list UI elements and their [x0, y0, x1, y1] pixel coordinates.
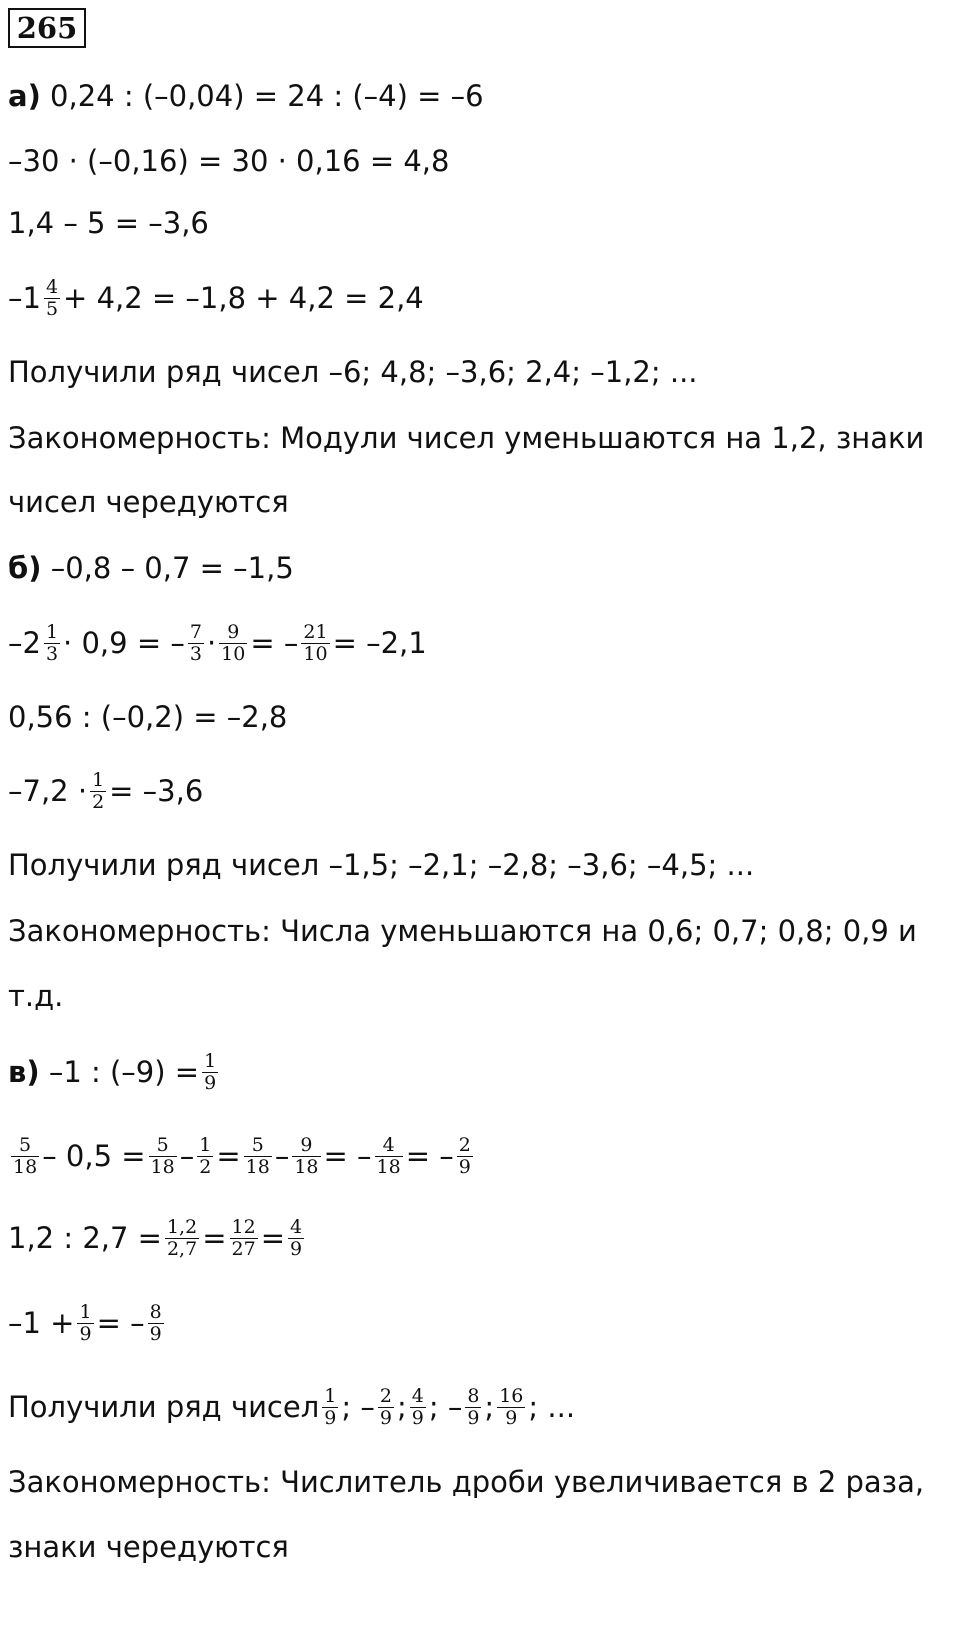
text: –2 [8, 626, 41, 660]
numerator: 21 [303, 620, 328, 643]
part-c-label: в) [8, 1055, 40, 1089]
text: – 0,5 = [42, 1139, 146, 1173]
fraction [378, 1386, 394, 1429]
fraction [219, 622, 247, 665]
fraction [465, 1386, 481, 1429]
numerator: 1 [45, 620, 59, 643]
part-b-line-3 [8, 687, 287, 747]
part-c-line-2 [8, 1126, 476, 1186]
text: –1 : (–9) = [39, 1055, 200, 1089]
text: –7,2 · [8, 774, 88, 808]
text: ; – [428, 1390, 463, 1424]
fraction [11, 1135, 39, 1178]
numerator: 1 [199, 1133, 212, 1156]
numerator: 1 [324, 1384, 337, 1407]
text: –0,8 – 0,7 = –1,5 [41, 551, 294, 585]
task-number: 265 [8, 8, 86, 48]
text: чисел чередуются [8, 485, 289, 519]
numerator: 9 [300, 1133, 313, 1156]
text: = – [323, 1139, 372, 1173]
fraction [149, 1135, 177, 1178]
text: = – [96, 1306, 145, 1340]
part-a-label: а) [8, 79, 41, 113]
numerator: 2 [379, 1384, 392, 1407]
numerator: 4 [411, 1384, 424, 1407]
denominator: 27 [231, 1237, 256, 1260]
text: ; [484, 1390, 495, 1424]
fraction [197, 1135, 213, 1178]
numerator: 16 [499, 1384, 524, 1407]
fraction [322, 1386, 338, 1429]
fraction [165, 1217, 199, 1260]
denominator: 18 [376, 1155, 401, 1178]
denominator: 18 [150, 1155, 175, 1178]
fraction [230, 1217, 258, 1260]
text: 1,4 – 5 = –3,6 [8, 206, 209, 240]
text: = –3,6 [109, 774, 204, 808]
text: = [216, 1139, 241, 1173]
denominator: 9 [324, 1406, 337, 1429]
part-a-line-2 [8, 131, 449, 191]
text: Получили ряд чисел –6; 4,8; –3,6; 2,4; –1,2; ... [8, 355, 698, 389]
numerator: 8 [467, 1384, 480, 1407]
denominator: 2 [92, 790, 105, 813]
numerator: 1 [92, 768, 105, 791]
part-a-line-1 [8, 66, 484, 126]
text: – [274, 1139, 290, 1173]
fraction [288, 1217, 304, 1260]
text: Закономерность: Числитель дроби увеличивается в 2 раза, [8, 1465, 925, 1499]
denominator: 5 [45, 297, 59, 320]
denominator: 18 [245, 1155, 270, 1178]
part-b-line-1 [8, 538, 294, 598]
denominator: 9 [379, 1406, 392, 1429]
denominator: 10 [221, 642, 246, 665]
part-b-line-2 [8, 613, 427, 673]
denominator: 9 [467, 1406, 480, 1429]
denominator: 9 [505, 1406, 518, 1429]
text: · 0,9 = – [63, 626, 185, 660]
fraction [244, 1135, 272, 1178]
denominator: 2 [199, 1155, 212, 1178]
numerator: 4 [290, 1215, 303, 1238]
fraction [292, 1135, 320, 1178]
text: = –2,1 [332, 626, 427, 660]
part-c-line-4 [8, 1293, 167, 1353]
text: = – [250, 626, 299, 660]
text: = – [405, 1139, 454, 1173]
fraction [148, 1302, 164, 1345]
numerator: 8 [149, 1300, 162, 1323]
fraction [457, 1135, 473, 1178]
text: Получили ряд чисел –1,5; –2,1; –2,8; –3,6; –4,5; ... [8, 848, 755, 882]
denominator: 9 [458, 1155, 471, 1178]
fraction [497, 1386, 525, 1429]
text: – [179, 1139, 195, 1173]
denominator: 9 [79, 1322, 92, 1345]
denominator: 18 [13, 1155, 38, 1178]
numerator: 1 [79, 1300, 92, 1323]
part-a-line-7 [8, 472, 289, 532]
denominator: 10 [303, 642, 328, 665]
text: + 4,2 = –1,8 + 4,2 = 2,4 [63, 281, 424, 315]
denominator: 3 [45, 642, 59, 665]
numerator: 12 [231, 1215, 256, 1238]
text: = [260, 1221, 285, 1255]
denominator: 18 [294, 1155, 319, 1178]
denominator: 3 [189, 642, 202, 665]
fraction [90, 770, 106, 813]
fraction [410, 1386, 426, 1429]
numerator: 9 [227, 620, 240, 643]
numerator: 5 [19, 1133, 32, 1156]
text: · [206, 626, 217, 660]
fraction [375, 1135, 403, 1178]
numerator: 4 [45, 275, 59, 298]
text: ; [396, 1390, 407, 1424]
part-b-label: б) [8, 551, 42, 585]
denominator: 9 [411, 1406, 424, 1429]
part-a-line-5 [8, 342, 698, 402]
fraction [301, 622, 329, 665]
numerator: 7 [189, 620, 202, 643]
text: 1,2 : 2,7 = [8, 1221, 162, 1255]
fraction [44, 277, 60, 320]
denominator: 9 [290, 1237, 303, 1260]
denominator: 2,7 [166, 1237, 198, 1260]
text: ; – [341, 1390, 375, 1424]
part-b-line-7 [8, 966, 63, 1026]
fraction [77, 1302, 93, 1345]
part-a-line-4 [8, 268, 424, 328]
part-c-line-5 [8, 1377, 575, 1437]
text: –1 [8, 281, 41, 315]
text: –30 · (–0,16) = 30 · 0,16 = 4,8 [8, 144, 450, 178]
denominator: 9 [204, 1071, 217, 1094]
denominator: 9 [149, 1322, 162, 1345]
numerator: 5 [251, 1133, 264, 1156]
part-c-line-1 [8, 1042, 221, 1102]
text: т.д. [8, 979, 64, 1013]
fraction [202, 1051, 218, 1094]
part-b-line-4 [8, 761, 203, 821]
part-c-line-3 [8, 1208, 307, 1268]
text: –1 + [8, 1306, 75, 1340]
fraction [44, 622, 60, 665]
part-a-line-3 [8, 193, 209, 253]
numerator: 1,2 [166, 1215, 198, 1238]
part-b-line-6 [8, 901, 917, 961]
part-c-line-7 [8, 1517, 289, 1577]
text: Закономерность: Числа уменьшаются на 0,6; 0,7; 0,8; 0,9 и [8, 914, 917, 948]
numerator: 5 [156, 1133, 169, 1156]
text: = [202, 1221, 227, 1255]
numerator: 2 [458, 1133, 471, 1156]
text: 0,24 : (–0,04) = 24 : (–4) = –6 [40, 79, 484, 113]
text: знаки чередуются [8, 1530, 289, 1564]
text: 0,56 : (–0,2) = –2,8 [8, 700, 288, 734]
part-a-line-6 [8, 408, 924, 468]
part-c-line-6 [8, 1452, 924, 1512]
numerator: 4 [382, 1133, 395, 1156]
fraction [188, 622, 204, 665]
numerator: 1 [204, 1049, 217, 1072]
text: Закономерность: Модули чисел уменьшаются на 1,2, знаки [8, 421, 925, 455]
text: Получили ряд чисел [8, 1390, 320, 1424]
text: ; ... [528, 1390, 576, 1424]
part-b-line-5 [8, 835, 754, 895]
